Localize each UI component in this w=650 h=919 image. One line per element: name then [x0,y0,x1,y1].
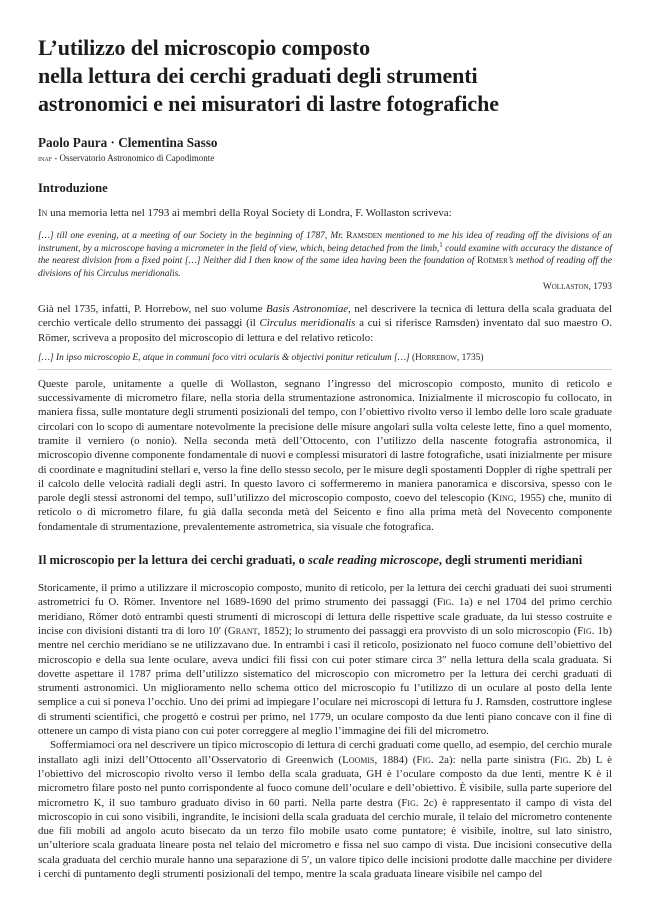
s2p2-text-5: 2c) è rappresentato il campo di vista del microscopio in cui sono visibili, ingrandite, le incisioni della scala graduata del cerchio murale, il telaio del micrometro contenente due fili mobili ad angolo acuto bisecato da un terzo filo mobile usato come puntatore; è visibile, inoltre, sul lato sinistro, un’ulteriore scala graduata lineare posta nel telaio del micrometro e fissa nel suo campo di vista. Due incisioni consecutive della scala graduata del cerchio murale hanno una separazione di 5′, un valore tipico delle incisioni prodotte dalle macchine per dividere i cerchi di puntamento degli strumenti posizionali del tempo, mentre la scala graduata lineare visibile nel campo del [38,796,612,881]
para2-book-title: Basis Astronomiae [266,302,349,315]
quote-source-wollaston: Wollaston, 1793 [542,281,612,292]
para2-circulus: Circulus meridionalis [259,317,356,330]
quote-name-roemer: Roëmer [477,256,508,267]
section2-paragraph-2 [38,738,612,881]
s2p2-text-4: 2b) L è l’obiettivo del microscopio rivolto verso il lembo della scala graduata, GH è l’oculare composto da due lenti, mentre K è il micrometro filare posto nel punto corrispondente al fuoco comune dell’oculare e dell’obiettivo. È visibile, sulla parte superiore del micrometro K, il suo tamburo graduato diviso in 60 parti. Nella parte destra ( [38,753,613,809]
intro-lead-paragraph [38,206,612,220]
affiliation [38,153,612,164]
heading-text-2: , degli strumenti meridiani [438,553,583,568]
affiliation-org: inaf [38,153,53,163]
authors: Paolo Paura · Clementina Sasso [38,135,218,150]
section-heading-intro: Introduzione [38,181,108,195]
section-heading-microscope [38,553,612,568]
lead-text: una memoria letta nel 1793 ai membri della Royal Society di Londra, F. Wollaston scriveva: [47,207,452,219]
quote-text-4: ’s method of reading off the divisions of his Circulus meridionalis. [38,256,612,279]
heading-italic: scale reading microscope [308,553,439,568]
heading-text-1: Il microscopio per la lettura dei cerchi graduati, o [38,553,309,568]
figure-ref-2c[interactable]: Fig. [401,796,419,809]
horrebow-quote-text: […] In ipso microscopio E, atque in communi foco vitri ocularis & objectivi ponitur reticulum […] [38,352,413,363]
divider-line [38,369,612,370]
s2p1-text-2: 1a) e nel 1704 del primo cerchio meridiano, Römer dotò entrambi questi strumenti di microscopi di lettura delle rispettive scale graduate, da lui stesso costruite e incise con divisioni distanti tra di loro 10′ ( [38,596,612,637]
figure-ref-2b[interactable]: Fig. [553,753,572,766]
quote-text-2: mentioned to me his idea of reading off the divisions of an instrument, by a microscope having a micrometer in the field of view, which, being detached from the limb, [38,231,612,254]
s2p2-text-3: 2a): nella parte sinistra ( [433,753,554,766]
title-line-1: L’utilizzo del microscopio composto [38,35,370,60]
horrebow-quote-source: (Horrebow, 1735) [412,352,484,363]
intro-paragraph-3 [38,377,612,534]
para3-text-1: Queste parole, unitamente a quelle di Wollaston, segnano l’ingresso del microscopio composto, munito di reticolo e successivamente di micrometro filare, nella storia della strumentazione astronomica. Inizialmente il microscopio fu collocato, in maniera fissa, sulle montature degli strumenti posizionali del tempo, con l’obiettivo rivolto verso il lembo delle loro scale graduate circolari con lo scopo di aumentare notevolmente la precisione delle misure angolari sulla volta celeste lette, fino a quel momento, tramite il verniero (o nonio). Nella seconda metà dell’Ottocento, con l’utilizzo della nascente fotografia astronomica, il microscopio divenne componente fondamentale di nuovi e complessi misuratori di lastre fotografiche, usati inizialmente per misure di coordinate e magnitudini stellari e, verso la fine dello stesso secolo, per le misure degli spostamenti Doppler di righe spettrali per il calcolo delle velocità radiali degli astri. In questo lavoro ci soffermeremo in maniera panoramica e discorsiva, spesso con le parole degli stessi astronomi del tempo, sull’utilizzo del microscopio composto, coevo del telescopio ( [38,377,613,505]
s2p2-text-2: , 1884) ( [374,753,417,766]
quote-text-1: […] till one evening, at a meeting of our Society in the beginning of 1787, Mr. [38,231,347,242]
section2-paragraph-1 [38,581,612,738]
figure-ref-1b[interactable]: Fig. [577,624,595,637]
lead-smallcaps: In [38,207,48,219]
title-line-2: nella lettura dei cerchi graduati degli strumenti [38,63,478,88]
footnote-marker[interactable]: 1 [439,240,443,249]
para2-text-2: , nel descrivere la tecnica di lettura della scala graduata del cerchio verticale dello strumento dei passaggi (il [38,302,613,330]
para2-text-3: a cui si riferisce Ramsden) inventato dal suo maestro O. Römer, scriveva a proposito del microscopio di lettura e del relativo reticolo: [38,317,612,344]
s2p1-text-4: 1b) mentre nel cerchio meridiano se ne utilizzavano due. In entrambi i casi il reticolo, posizionato nel fuoco comune dell’obiettivo del microscopio e della sua lente oculare, aveva undici fili fissi con cui poter stimare circa 3″ nella lettura della scala graduata. Si dovette aspettare il 1787 prima dell’utilizzo sistematico del microscopio con micrometro per la lettura dei cerchi graduati di strumenti astronomici. Un miglioramento nello schema ottico del microscopio fu l’utilizzo di un oculare al posto della lente semplice a cui si poneva l’occhio. Uno dei primi ad impiegare l’oculare nei microscopi di lettura fu J. Ramsden, costruttore inglese di strumenti scientifici, che progettò e costruì per primo, nel 1779, un oculare composto da due lenti piano concave con il fine di ottenere un campo di vista piano con cui poter correggere al meglio l’immagine dei fili del micrometro. [38,624,612,738]
horrebow-quote [38,352,612,364]
title-line-3: astronomici e nei misuratori di lastre fotografiche [38,91,499,116]
affiliation-rest: - Osservatorio Astronomico di Capodimonte [52,153,215,163]
citation-loomis: Loomis [342,753,375,766]
intro-paragraph-2 [38,302,612,345]
para3-citation-king: King [491,492,514,505]
para3-text-2: , 1955) che, munito di reticolo o di micrometro filare, fu già dalla seconda metà del Seicento e fino alla prima metà del Novecento componente fondamentale di strumentazione, prevalentemente astrometrica, sia visuale che fotografica. [38,492,612,533]
quote-name-ramsden: Ramsden [346,231,383,242]
s2p1-text-3: , 1852); lo strumento dei passaggi era provvisto di un solo microscopio ( [257,624,578,637]
figure-ref-1a[interactable]: Fig. [436,596,455,609]
s2p2-text-1: Soffermiamoci ora nel descrivere un tipico microscopio di lettura di cerchi graduati come quello, ad esempio, del cerchio murale installato agli inizi dell’Ottocento all’Osservatorio di Greenwich ( [38,739,612,766]
quote-text-3: could examine with accuracy the distance of the nearest division from a fixed point […] Neither did I then know of the same idea having been the foundation of [38,243,613,267]
citation-grant: Grant [227,624,258,637]
para2-text-1: Già nel 1735, infatti, P. Horrebow, nel suo volume [38,302,267,315]
wollaston-quote [38,230,612,280]
s2p1-text-1: Storicamente, il primo a utilizzare il microscopio composto, munito di reticolo, per la lettura dei cerchi graduati dei suoi strumenti astrometrici fu O. Römer. Inventore nel 1689-1690 del primo strumento dei passaggi ( [38,582,612,609]
paper-title [38,34,612,118]
figure-ref-2a[interactable]: Fig. [416,753,434,766]
